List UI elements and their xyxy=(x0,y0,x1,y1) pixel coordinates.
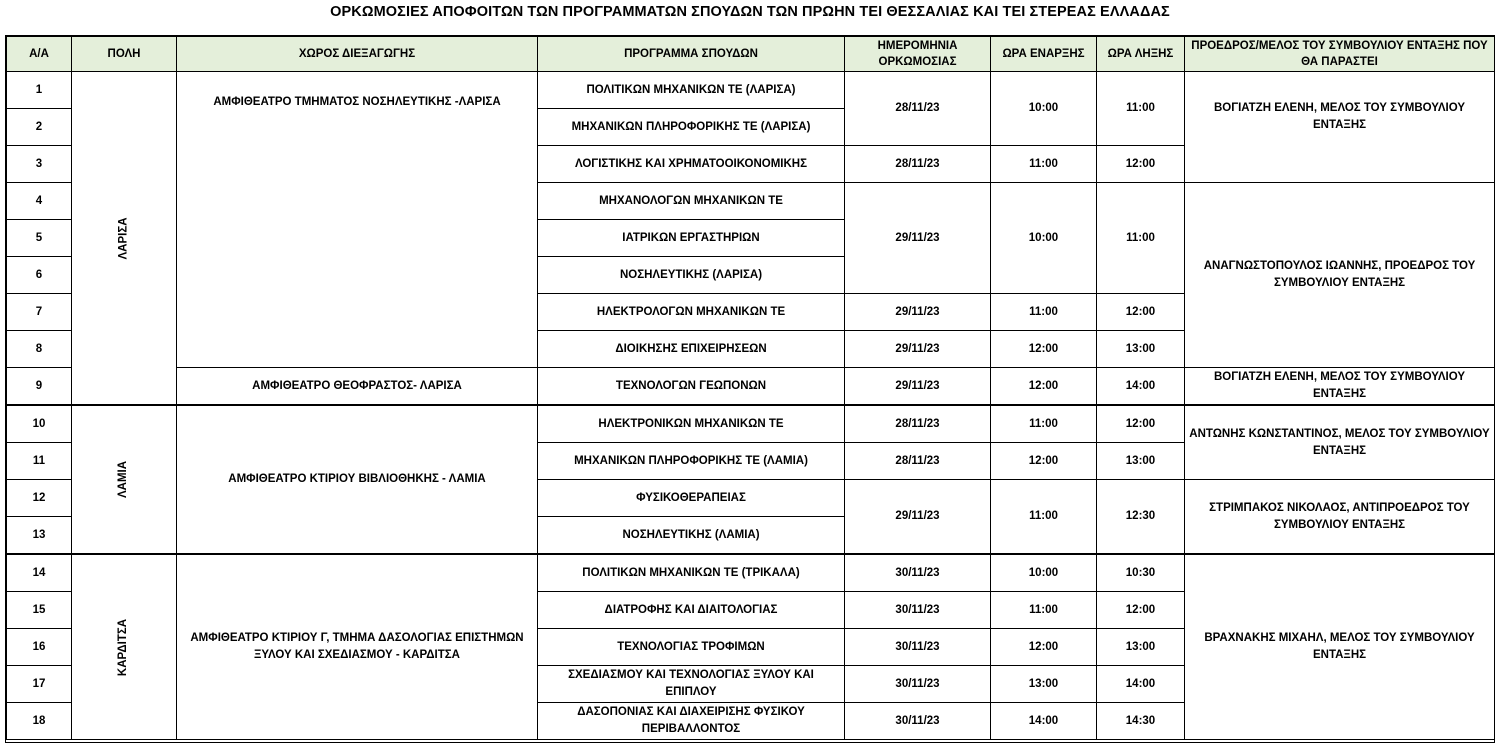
aa-cell: 5 xyxy=(7,220,72,257)
program-cell: ΗΛΕΚΤΡΟΛΟΓΩΝ ΜΗΧΑΝΙΚΩΝ ΤΕ xyxy=(538,294,845,331)
end-cell: 11:00 xyxy=(1097,72,1185,146)
city-label: ΛΑΜΙΑ xyxy=(117,460,130,499)
city-cell xyxy=(72,405,177,554)
program-cell: ΙΑΤΡΙΚΩΝ ΕΡΓΑΣΤΗΡΙΩΝ xyxy=(538,220,845,257)
start-cell: 12:00 xyxy=(991,368,1097,406)
date-cell: 29/11/23 xyxy=(845,331,991,368)
venue-cell: ΑΜΦΙΘΕΑΤΡΟ ΚΤΙΡΙΟΥ Γ, ΤΜΗΜΑ ΔΑΣΟΛΟΓΙΑΣ ΕΠΙΣΤΗΜΩΝ ΞΥΛΟΥ ΚΑΙ ΣΧΕΔΙΑΣΜΟΥ - ΚΑΡΔΙΤΣΑ xyxy=(177,554,538,740)
chair-cell: ΣΤΡΙΜΠΑΚΟΣ ΝΙΚΟΛΑΟΣ, ΑΝΤΙΠΡΟΕΔΡΟΣ ΤΟΥ ΣΥΜΒΟΥΛΙΟΥ ΕΝΤΑΞΗΣ xyxy=(1185,480,1495,555)
header-start: ΩΡΑ ΕΝΑΡΞΗΣ xyxy=(991,37,1097,72)
date-cell: 28/11/23 xyxy=(845,72,991,146)
date-cell: 29/11/23 xyxy=(845,294,991,331)
program-cell: ΠΟΛΙΤΙΚΩΝ ΜΗΧΑΝΙΚΩΝ ΤΕ (ΤΡΙΚΑΛΑ) xyxy=(538,554,845,592)
end-cell: 13:00 xyxy=(1097,443,1185,480)
program-cell: ΜΗΧΑΝΟΛΟΓΩΝ ΜΗΧΑΝΙΚΩΝ ΤΕ xyxy=(538,183,845,220)
table-row xyxy=(7,368,1495,406)
date-cell: 28/11/23 xyxy=(845,146,991,183)
program-cell: ΜΗΧΑΝΙΚΩΝ ΠΛΗΡΟΦΟΡΙΚΗΣ ΤΕ (ΛΑΡΙΣΑ) xyxy=(538,109,845,146)
aa-cell: 17 xyxy=(7,666,72,703)
header-chair: ΠΡΟΕΔΡΟΣ/ΜΕΛΟΣ ΤΟΥ ΣΥΜΒΟΥΛΙΟΥ ΕΝΤΑΞΗΣ ΠΟΥ ΘΑ ΠΑΡΑΣΤΕΙ xyxy=(1185,37,1495,72)
end-cell: 12:00 xyxy=(1097,405,1185,443)
date-cell: 30/11/23 xyxy=(845,703,991,740)
header-venue: ΧΩΡΟΣ ΔΙΕΞΑΓΩΓΗΣ xyxy=(177,37,538,72)
header-aa: Α/Α xyxy=(7,37,72,72)
end-cell: 12:00 xyxy=(1097,294,1185,331)
header-row xyxy=(7,37,1495,72)
aa-cell: 14 xyxy=(7,554,72,592)
aa-cell: 1 xyxy=(7,72,72,109)
aa-cell: 4 xyxy=(7,183,72,220)
city-cell xyxy=(72,72,177,406)
end-cell: 14:00 xyxy=(1097,666,1185,703)
start-cell: 11:00 xyxy=(991,405,1097,443)
aa-cell: 7 xyxy=(7,294,72,331)
city-label: ΛΑΡΙΣΑ xyxy=(117,216,130,260)
venue-cell: ΑΜΦΙΘΕΑΤΡΟ ΚΤΙΡΙΟΥ ΒΙΒΛΙΟΘΗΚΗΣ - ΛΑΜΙΑ xyxy=(177,405,538,554)
start-cell: 10:00 xyxy=(991,72,1097,146)
start-cell: 11:00 xyxy=(991,592,1097,629)
aa-cell: 11 xyxy=(7,443,72,480)
start-cell: 12:00 xyxy=(991,629,1097,666)
chair-cell: ΑΝΑΓΝΩΣΤΟΠΟΥΛΟΣ ΙΩΑΝΝΗΣ, ΠΡΟΕΔΡΟΣ ΤΟΥ ΣΥΜΒΟΥΛΙΟΥ ΕΝΤΑΞΗΣ xyxy=(1185,183,1495,368)
start-cell: 13:00 xyxy=(991,666,1097,703)
date-cell: 30/11/23 xyxy=(845,629,991,666)
aa-cell: 16 xyxy=(7,629,72,666)
date-cell: 28/11/23 xyxy=(845,443,991,480)
program-cell: ΔΙΑΤΡΟΦΗΣ ΚΑΙ ΔΙΑΙΤΟΛΟΓΙΑΣ xyxy=(538,592,845,629)
page-title: ΟΡΚΩΜΟΣΙΕΣ ΑΠΟΦΟΙΤΩΝ ΤΩΝ ΠΡΟΓΡΑΜΜΑΤΩΝ ΣΠΟΥΔΩΝ ΤΩΝ ΠΡΩΗΝ ΤΕΙ ΘΕΣΣΑΛΙΑΣ ΚΑΙ ΤΕΙ ΣΤΕΡΕΑΣ ΕΛΛΑΔΑΣ xyxy=(330,4,1170,20)
end-cell: 11:00 xyxy=(1097,183,1185,294)
program-cell: ΛΟΓΙΣΤΙΚΗΣ ΚΑΙ ΧΡΗΜΑΤΟΟΙΚΟΝΟΜΙΚΗΣ xyxy=(538,146,845,183)
chair-cell: ΑΝΤΩΝΗΣ ΚΩΝΣΤΑΝΤΙΝΟΣ, ΜΕΛΟΣ ΤΟΥ ΣΥΜΒΟΥΛΙΟΥ ΕΝΤΑΞΗΣ xyxy=(1185,405,1495,480)
start-cell: 12:00 xyxy=(991,331,1097,368)
end-cell: 10:30 xyxy=(1097,554,1185,592)
header-date: ΗΜΕΡΟΜΗΝΙΑ ΟΡΚΩΜΟΣΙΑΣ xyxy=(845,37,991,72)
end-cell: 13:00 xyxy=(1097,331,1185,368)
date-cell: 30/11/23 xyxy=(845,592,991,629)
start-cell: 11:00 xyxy=(991,294,1097,331)
table-row xyxy=(7,72,1495,109)
program-cell: ΤΕΧΝΟΛΟΓΩΝ ΓΕΩΠΟΝΩΝ xyxy=(538,368,845,406)
city-cell xyxy=(72,554,177,740)
header-end: ΩΡΑ ΛΗΞΗΣ xyxy=(1097,37,1185,72)
aa-cell: 2 xyxy=(7,109,72,146)
start-cell: 14:00 xyxy=(991,703,1097,740)
schedule-table xyxy=(6,36,1495,740)
date-cell: 28/11/23 xyxy=(845,405,991,443)
start-cell: 11:00 xyxy=(991,146,1097,183)
header-city: ΠΟΛΗ xyxy=(72,37,177,72)
start-cell: 10:00 xyxy=(991,554,1097,592)
aa-cell: 8 xyxy=(7,331,72,368)
program-cell: ΝΟΣΗΛΕΥΤΙΚΗΣ (ΛΑΜΙΑ) xyxy=(538,517,845,555)
header-program: ΠΡΟΓΡΑΜΜΑ ΣΠΟΥΔΩΝ xyxy=(538,37,845,72)
aa-cell: 9 xyxy=(7,368,72,406)
program-cell: ΤΕΧΝΟΛΟΓΙΑΣ ΤΡΟΦΙΜΩΝ xyxy=(538,629,845,666)
end-cell: 13:00 xyxy=(1097,629,1185,666)
end-cell: 14:30 xyxy=(1097,703,1185,740)
aa-cell: 3 xyxy=(7,146,72,183)
aa-cell: 10 xyxy=(7,405,72,443)
program-cell: ΠΟΛΙΤΙΚΩΝ ΜΗΧΑΝΙΚΩΝ ΤΕ (ΛΑΡΙΣΑ) xyxy=(538,72,845,109)
chair-cell: ΒΡΑΧΝΑΚΗΣ ΜΙΧΑΗΛ, ΜΕΛΟΣ ΤΟΥ ΣΥΜΒΟΥΛΙΟΥ ΕΝΤΑΞΗΣ xyxy=(1185,554,1495,740)
program-cell: ΔΑΣΟΠΟΝΙΑΣ ΚΑΙ ΔΙΑΧΕΙΡΙΣΗΣ ΦΥΣΙΚΟΥ ΠΕΡΙΒΑΛΛΟΝΤΟΣ xyxy=(538,703,845,740)
aa-cell: 13 xyxy=(7,517,72,555)
aa-cell: 15 xyxy=(7,592,72,629)
chair-cell: ΒΟΓΙΑΤΖΗ ΕΛΕΝΗ, ΜΕΛΟΣ ΤΟΥ ΣΥΜΒΟΥΛΙΟΥ ΕΝΤΑΞΗΣ xyxy=(1185,368,1495,406)
date-cell: 29/11/23 xyxy=(845,183,991,294)
aa-cell: 18 xyxy=(7,703,72,740)
start-cell: 10:00 xyxy=(991,183,1097,294)
end-cell: 12:00 xyxy=(1097,146,1185,183)
aa-cell: 12 xyxy=(7,480,72,517)
date-cell: 29/11/23 xyxy=(845,480,991,555)
end-cell: 12:30 xyxy=(1097,480,1185,555)
program-cell: ΔΙΟΙΚΗΣΗΣ ΕΠΙΧΕΙΡΗΣΕΩΝ xyxy=(538,331,845,368)
table-row xyxy=(7,405,1495,443)
end-cell: 14:00 xyxy=(1097,368,1185,406)
date-cell: 30/11/23 xyxy=(845,666,991,703)
program-cell: ΝΟΣΗΛΕΥΤΙΚΗΣ (ΛΑΡΙΣΑ) xyxy=(538,257,845,294)
date-cell: 30/11/23 xyxy=(845,554,991,592)
table-row xyxy=(7,554,1495,592)
start-cell: 11:00 xyxy=(991,480,1097,555)
venue-cell: ΑΜΦΙΘΕΑΤΡΟ ΘΕΟΦΡΑΣΤΟΣ- ΛΑΡΙΣΑ xyxy=(177,368,538,406)
start-cell: 12:00 xyxy=(991,443,1097,480)
program-cell: ΦΥΣΙΚΟΘΕΡΑΠΕΙΑΣ xyxy=(538,480,845,517)
city-label: ΚΑΡΔΙΤΣΑ xyxy=(117,618,130,676)
program-cell: ΗΛΕΚΤΡΟΝΙΚΩΝ ΜΗΧΑΝΙΚΩΝ ΤΕ xyxy=(538,405,845,443)
end-cell: 12:00 xyxy=(1097,592,1185,629)
program-cell: ΜΗΧΑΝΙΚΩΝ ΠΛΗΡΟΦΟΡΙΚΗΣ ΤΕ (ΛΑΜΙΑ) xyxy=(538,443,845,480)
chair-cell: ΒΟΓΙΑΤΖΗ ΕΛΕΝΗ, ΜΕΛΟΣ ΤΟΥ ΣΥΜΒΟΥΛΙΟΥ ΕΝΤΑΞΗΣ xyxy=(1185,72,1495,183)
venue-cell: ΑΜΦΙΘΕΑΤΡΟ ΤΜΗΜΑΤΟΣ ΝΟΣΗΛΕΥΤΙΚΗΣ -ΛΑΡΙΣΑ xyxy=(177,72,538,368)
program-cell: ΣΧΕΔΙΑΣΜΟΥ ΚΑΙ ΤΕΧΝΟΛΟΓΙΑΣ ΞΥΛΟΥ ΚΑΙ ΕΠΙΠΛΟΥ xyxy=(538,666,845,703)
aa-cell: 6 xyxy=(7,257,72,294)
date-cell: 29/11/23 xyxy=(845,368,991,406)
